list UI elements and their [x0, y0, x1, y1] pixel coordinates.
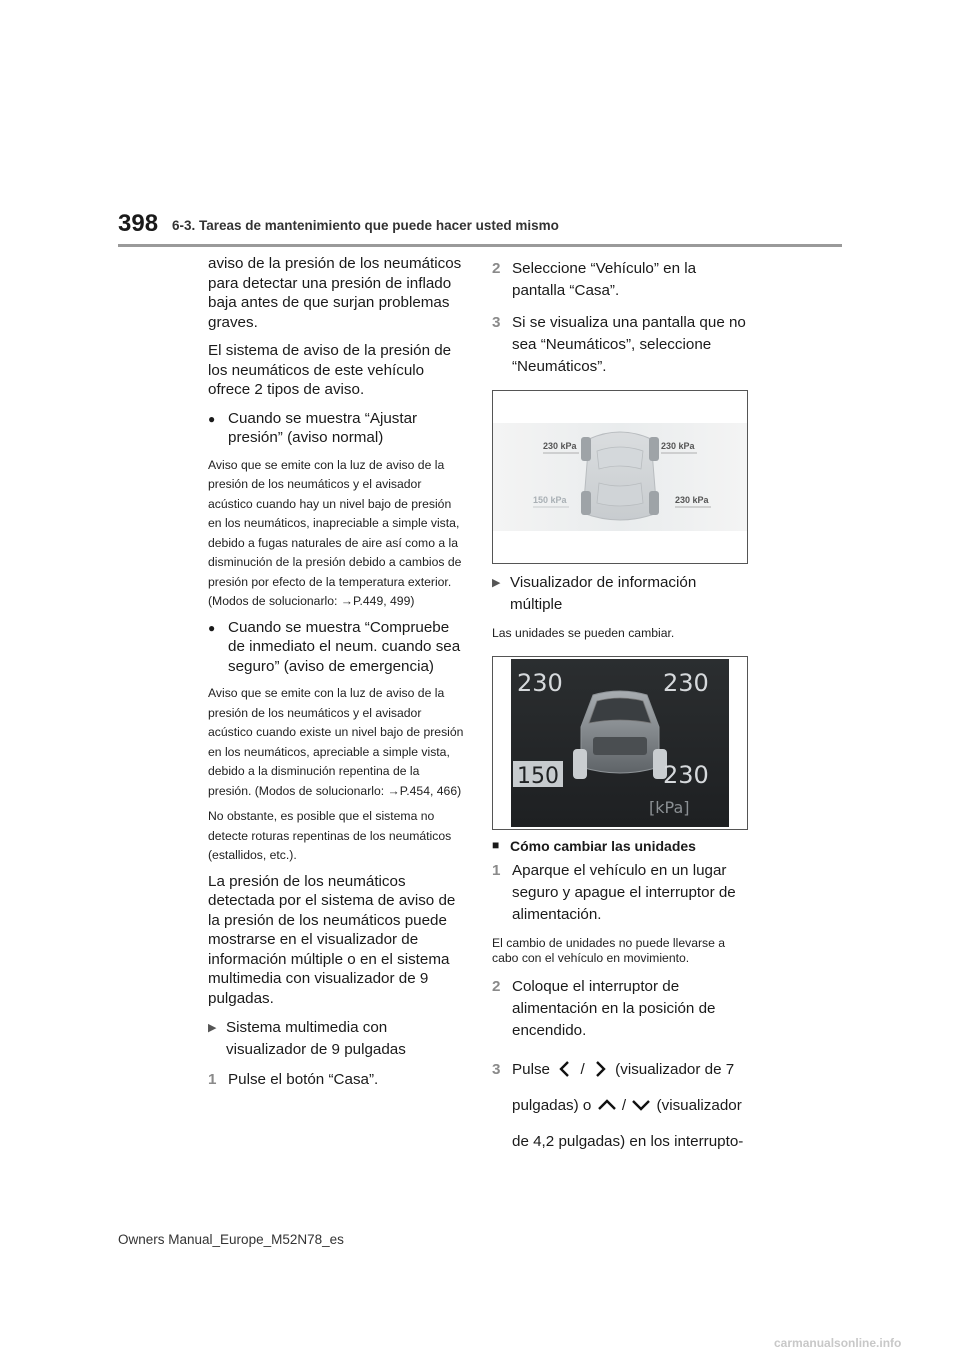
step-1: [208, 1069, 466, 1091]
step-text: Si se visualiza una pantalla que no sea “Neumáticos”, seleccione “Neumáticos”.: [512, 314, 746, 375]
bullet-text: Cuando se muestra “Compruebe de inmediato el neum. cuando sea seguro” (aviso de emergencia): [228, 618, 461, 675]
multimedia-screen-illustration: [493, 391, 747, 563]
step-number: 3: [492, 1060, 501, 1078]
step-number: 2: [492, 260, 501, 277]
step-2: [492, 258, 752, 302]
rear-right-value: 230: [663, 760, 709, 789]
mid-screen-illustration: [493, 657, 747, 829]
normal-warning-description: Aviso que se emite con la luz de aviso de la presión de los neumáticos y el avisador acústico cuando hay un nivel bajo de presión en los neumáticos, inapreciable a simple vista, debido a fugas naturales de aire así como a la disminución de la presión debido a cambios de presión por efecto de la temperatura exterior. (Modos de solucionarlo: →P.449, 499): [208, 457, 462, 608]
front-right-pressure: 230 kPa: [661, 441, 695, 451]
chevron-right-icon: [589, 1060, 611, 1078]
section-title: 6-3. Tareas de mantenimiento que puede hacer usted mismo: [172, 218, 559, 233]
watermark: carmanualsonline.info: [774, 1336, 902, 1350]
subsection-mid: [492, 572, 752, 616]
triangle-right-icon: ▶: [208, 1022, 217, 1034]
mid-tire-pressure-figure: [492, 656, 748, 830]
chevron-down-icon: [630, 1096, 652, 1114]
step3-text-b: (visualizador de 7 pulgadas) o: [512, 1060, 735, 1114]
car-top-view-icon: [581, 432, 659, 520]
bullet-emergency-warning: [208, 618, 466, 677]
bullet-text: Cuando se muestra “Ajustar presión” (aviso normal): [228, 409, 418, 446]
step-3: [492, 312, 752, 378]
step-text: Aparque el vehículo en un lugar seguro y apague el interruptor de alimentación.: [512, 861, 736, 923]
right-column: [492, 254, 752, 1170]
units-step-3: [492, 1052, 752, 1160]
front-right-value: 230: [663, 668, 709, 697]
front-left-pressure: 230 kPa: [543, 441, 577, 451]
front-left-value: 230: [517, 668, 563, 697]
units-note: Las unidades se pueden cambiar.: [492, 626, 675, 640]
display-paragraph: La presión de los neumáticos detectada por el sistema de aviso de la presión de los neumáticos puede mostrarse en el visualizador de información múltiple o en el sistema multimedia con visualizador de 9 pulgadas.: [208, 872, 456, 1007]
step-text: Pulse el botón “Casa”.: [228, 1071, 379, 1088]
multimedia-tire-pressure-figure: [492, 390, 748, 564]
chevron-left-icon: [554, 1060, 576, 1078]
bullet-normal-warning: [208, 409, 466, 448]
footer-document-id: Owners Manual_Europe_M52N78_es: [118, 1232, 344, 1247]
limitation-note: No obstante, es posible que el sistema no detecte roturas repentinas de los neumáticos (estallidos, etc.).: [208, 809, 452, 862]
bullet-dot-icon: ●: [208, 411, 216, 426]
step3-text-c: (visualizador de 4,2 pulgadas) en los interrupto-: [512, 1096, 744, 1150]
header-divider: [118, 244, 842, 247]
emergency-warning-description: Aviso que se emite con la luz de aviso de la presión de los neumáticos y el avisador acústico cuando existe un nivel bajo de presión en los neumáticos, apreciable a simple vista, debido a la disminución repentina de la presión. (Modos de solucionarlo: →P.454, 466): [208, 686, 464, 798]
units-heading: [492, 838, 752, 854]
triangle-right-icon: ▶: [492, 577, 501, 589]
subsection-text: Sistema multimedia con visualizador de 9 pulgadas: [226, 1019, 406, 1058]
page-number: 398: [118, 210, 159, 237]
units-step-1: [492, 860, 752, 926]
step-number: 1: [492, 861, 501, 879]
chevron-up-icon: [596, 1096, 618, 1114]
step-text: Coloque el interruptor de alimentación en la posición de encendido.: [512, 977, 716, 1039]
step-number: 3: [492, 314, 501, 331]
rear-left-value: 150: [517, 763, 559, 789]
warning-types-paragraph: El sistema de aviso de la presión de los neumáticos de este vehículo ofrece 2 tipos de aviso.: [208, 342, 452, 398]
rear-left-pressure: 150 kPa: [533, 495, 567, 505]
units-step-2: [492, 976, 752, 1042]
intro-paragraph: aviso de la presión de los neumáticos para detectar una presión de inflado baja antes de que surjan problemas graves.: [208, 255, 462, 331]
step3-text-a: Pulse: [512, 1060, 550, 1078]
square-bullet-icon: ■: [492, 837, 500, 852]
movement-note: El cambio de unidades no puede llevarse a cabo con el vehículo en movimiento.: [492, 935, 726, 965]
step3-slash-1: /: [580, 1060, 585, 1078]
rear-right-pressure: 230 kPa: [675, 495, 709, 505]
step-text: [512, 1052, 752, 1160]
subsection-multimedia: [208, 1017, 466, 1061]
step3-slash-2: /: [621, 1096, 627, 1114]
bullet-dot-icon: ●: [208, 620, 216, 635]
subsection-text: Visualizador de información múltiple: [510, 574, 697, 613]
step-number: 1: [208, 1071, 217, 1088]
step-number: 2: [492, 977, 501, 995]
heading-text: Cómo cambiar las unidades: [510, 837, 696, 854]
unit-label: [kPa]: [649, 797, 690, 817]
step-text: Seleccione “Vehículo” en la pantalla “Casa”.: [512, 260, 697, 299]
left-column: [208, 254, 466, 1101]
